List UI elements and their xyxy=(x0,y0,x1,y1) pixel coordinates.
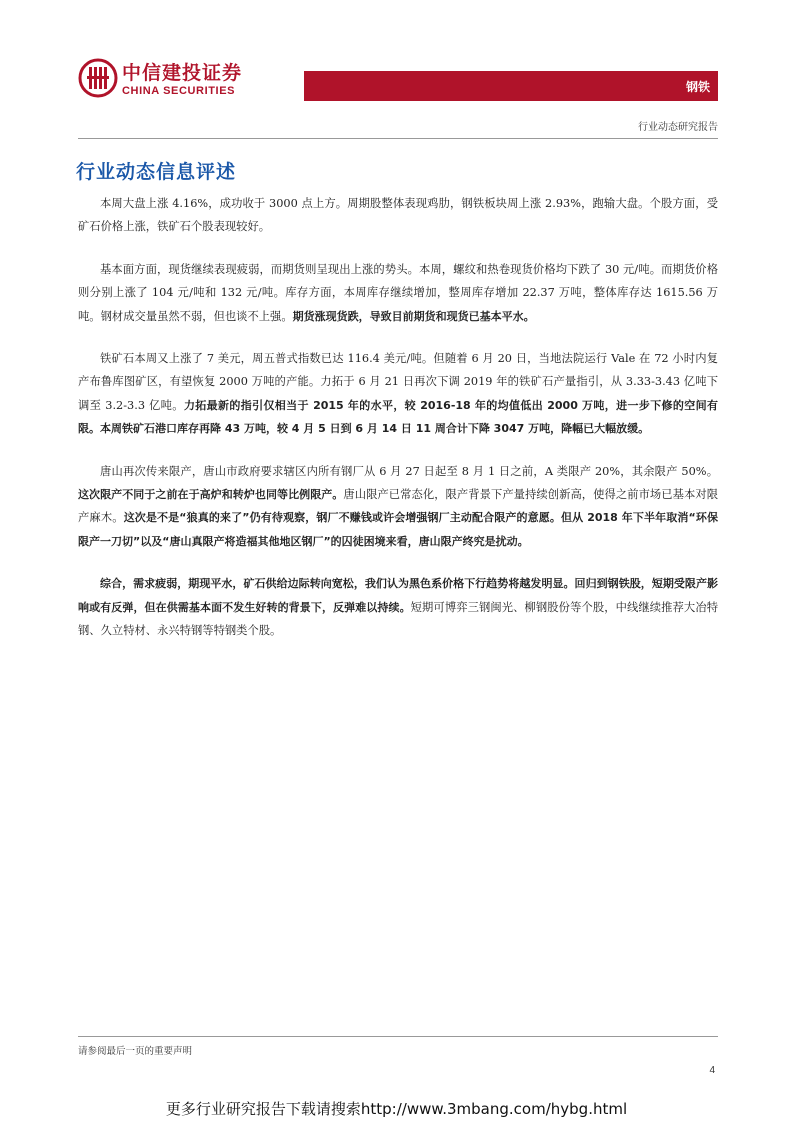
sector-label: 钢铁 xyxy=(685,80,710,94)
section-title: 行业动态信息评述 xyxy=(76,161,237,183)
page-number: 4 xyxy=(709,1065,715,1076)
citic-logo-icon xyxy=(78,58,118,98)
paragraph-text: 短期可博弈三钢闽光、柳钢股份等个股，中线继续推荐大冶特钢、久立特材、永兴特钢等特钢类个股。 xyxy=(78,600,718,638)
disclaimer: 请参阅最后一页的重要声明 xyxy=(78,1046,193,1057)
paragraph-text: 铁矿石本周又上涨了 7 美元，周五普式指数已达 116.4 美元/吨。但随着 6 月 20 日，当地法院运行 Vale 在 72 小时内复产布鲁库图矿区，有望恢复 2000 万吨的产能。力拓于 6 月 21 日再次下调 2019 年的铁矿石产量指引，从 3.33-3.43 亿吨下调至 3.2-3.3 亿吨。 xyxy=(78,352,718,412)
footer-divider xyxy=(78,1036,718,1037)
report-type: 行业动态研究报告 xyxy=(638,122,718,133)
sector-bar xyxy=(304,71,718,101)
logo-english-name: CHINA SECURITIES xyxy=(122,85,236,97)
download-watermark: 更多行业研究报告下载请搜索http://www.3mbang.com/hybg.html xyxy=(165,1100,628,1118)
body-content xyxy=(78,192,718,662)
paragraph-conclusion xyxy=(78,572,718,642)
paragraph-highlight: 这次限产不同于之前在于高炉和转炉也同等比例限产。 xyxy=(78,488,344,502)
paragraph-text: 唐山限产已常态化，限产背景下产量持续创新高，使得之前市场已基本对限产麻木。 xyxy=(78,488,718,525)
paragraph-text: 基本面方面，现货继续表现疲弱，而期货则呈现出上涨的势头。本周，螺纹和热卷现货价格均下跌了 30 元/吨。而期货价格则分别上涨了 104 元/吨和 132 元/吨。库存方面，本周库存继续增加，整周库存增加 22.37 万吨，整体库存达 1615.56 万吨。钢材成交量虽然不弱，但也谈不上强。 xyxy=(78,262,718,323)
paragraph-highlight: 期货涨现货跌，导致目前期货和现货已基本平水。 xyxy=(292,309,535,323)
page-header xyxy=(78,55,718,103)
paragraph-text: 唐山再次传来限产，唐山市政府要求辖区内所有钢厂从 6 月 27 日起至 8 月 1 日之前，A 类限产 20%，其余限产 50%。 xyxy=(100,464,718,478)
logo-chinese-name: 中信建投证券 xyxy=(122,62,243,84)
paragraph-iron-ore xyxy=(78,347,718,441)
paragraph-highlight: 综合，需求疲弱，期现平水，矿石供给边际转向宽松，我们认为黑色系价格下行趋势将越发明显。回归到钢铁股，短期受限产影响或有反弹，但在供需基本面不发生好转的背景下，反弹难以持续。 xyxy=(78,577,718,614)
paragraph-fundamentals xyxy=(78,258,718,328)
paragraph-highlight: 力拓最新的指引仅相当于 2015 年的水平，较 2016-18 年的均值低出 2000 万吨，进一步下修的空间有限。本周铁矿石港口库存再降 43 万吨，较 4 月 5 日到 6 月 14 日 11 周合计下降 3047 万吨，降幅已大幅放缓。 xyxy=(78,398,718,436)
paragraph-market-review xyxy=(78,192,718,239)
paragraph-tangshan xyxy=(78,460,718,554)
paragraph-highlight: 这次是不是“狼真的来了”仍有待观察，钢厂不赚钱或许会增强钢厂主动配合限产的意愿。但从 2018 年下半年取消“环保限产一刀切”以及“唐山真限产将造福其他地区钢厂”的囚徒困境来看，唐山限产终究是扰动。 xyxy=(78,511,718,548)
header-divider xyxy=(78,138,718,139)
paragraph-text: 本周大盘上涨 4.16%，成功收于 3000 点上方。周期股整体表现鸡肋，钢铁板块周上涨 2.93%，跑输大盘。个股方面，受矿石价格上涨，铁矿石个股表现较好。 xyxy=(78,197,718,234)
company-logo xyxy=(78,58,278,98)
